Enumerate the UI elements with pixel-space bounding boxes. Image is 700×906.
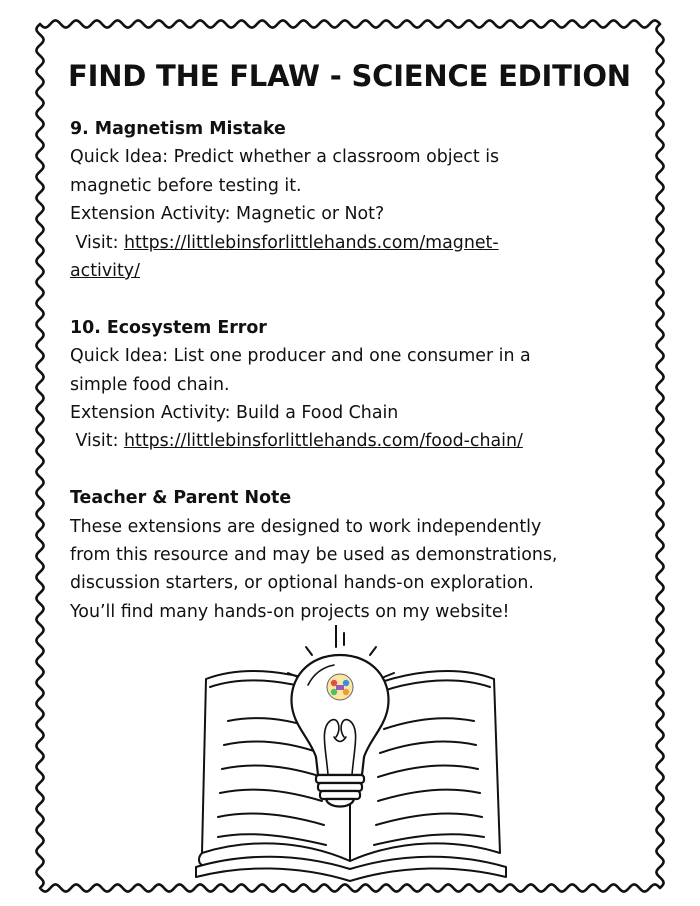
note-heading: Teacher & Parent Note <box>70 488 292 509</box>
food-chain-link[interactable]: https://littlebinsforlittlehands.com/food-chain/ <box>123 431 523 452</box>
main-content <box>70 115 640 626</box>
quick-idea-text: magnetic before testing it. <box>70 175 302 196</box>
quick-idea-text: Quick Idea: Predict whether a classroom object is <box>70 147 500 168</box>
website-logo-badge <box>327 674 353 700</box>
visit-label: Visit: <box>70 232 124 253</box>
quick-idea-text: Quick Idea: List one producer and one consumer in a <box>70 346 531 367</box>
quick-idea-text: simple food chain. <box>70 374 230 395</box>
magnet-activity-link-continued[interactable]: activity/ <box>70 261 140 282</box>
visit-line <box>70 427 640 455</box>
note-text-line: You’ll find many hands-on projects on my website! <box>70 601 510 622</box>
section-heading: 9. Magnetism Mistake <box>70 119 286 139</box>
section-ecosystem <box>70 314 640 456</box>
teacher-parent-note <box>70 484 640 626</box>
section-magnetism <box>70 115 640 285</box>
extension-activity-text: Extension Activity: Magnetic or Not? <box>70 204 385 225</box>
visit-line <box>70 229 640 257</box>
visit-label: Visit: <box>70 431 124 452</box>
note-text-line: These extensions are designed to work independently <box>70 516 542 537</box>
note-text-line: discussion starters, or optional hands-on exploration. <box>70 573 534 594</box>
section-heading: 10. Ecosystem Error <box>70 317 267 338</box>
page-title: FIND THE FLAW - SCIENCE EDITION <box>68 59 631 93</box>
open-book-with-lightbulb-icon <box>188 625 513 887</box>
extension-activity-text: Extension Activity: Build a Food Chain <box>70 403 399 424</box>
visit-line-continued <box>70 257 640 285</box>
note-text-line: from this resource and may be used as demonstrations, <box>70 545 558 566</box>
magnet-activity-link[interactable]: https://littlebinsforlittlehands.com/magnet- <box>123 232 499 253</box>
